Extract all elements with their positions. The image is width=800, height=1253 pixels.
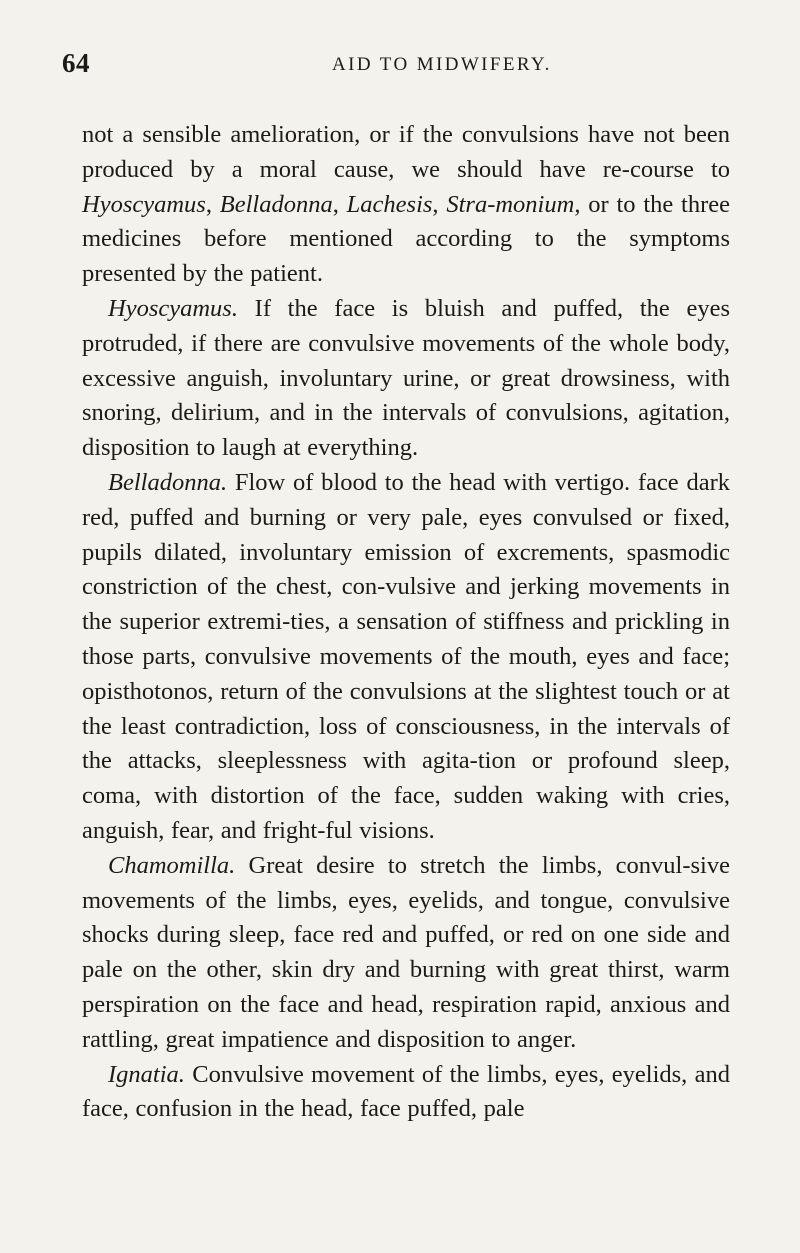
paragraph-belladonna	[82, 466, 730, 849]
running-title: AID TO MIDWIFERY.	[332, 54, 552, 75]
body-text	[82, 118, 730, 1127]
intro-lead-text: not a sensible amelioration, or if the convulsions have not been produced by a moral cause, we should have re-course to	[82, 121, 730, 183]
paragraph-ignatia	[82, 1058, 730, 1128]
page-number: 64	[62, 48, 90, 78]
remedy-heading-chamomilla: Chamomilla.	[108, 851, 236, 879]
list-separator: ,	[205, 190, 220, 218]
paragraph-chamomilla	[82, 849, 730, 1058]
remedy-name-stramonium: Stra-monium	[446, 190, 575, 218]
remedy-text-ignatia: Convulsive movement of the limbs, eyes, eyelids, and face, confusion in the head, face puffed, pale	[82, 1060, 730, 1123]
remedy-heading-hyoscyamus: Hyoscyamus.	[108, 294, 238, 322]
paragraph-hyoscyamus	[82, 292, 730, 466]
remedy-heading-belladonna: Belladonna.	[108, 468, 228, 496]
paragraph-intro	[82, 118, 730, 292]
remedy-name-lachesis: Lachesis	[346, 190, 433, 218]
remedy-text-hyoscyamus: If the face is bluish and puffed, the eyes protruded, if there are convulsive movements of the whole body, excessive anguish, involuntary urine, or great drowsiness, with snoring, delirium, and in the intervals of convulsions, agitation, disposition to laugh at everything.	[82, 294, 730, 462]
list-separator: ,	[332, 190, 347, 218]
intro-tail-text: , or to the three medicines before mentioned according to the symptoms presented by the patient.	[82, 190, 731, 288]
running-head	[62, 48, 690, 82]
remedy-text-chamomilla: Great desire to stretch the limbs, convul-sive movements of the limbs, eyes, eyelids, and tongue, convulsive shocks during sleep, face red and puffed, or red on one side and pale on the other, skin dry and burning with great thirst, warm perspiration on the face and head, respiration rapid, anxious and rattling, great impatience and disposition to anger.	[82, 851, 730, 1053]
remedy-heading-ignatia: Ignatia.	[108, 1060, 185, 1088]
list-separator: ,	[432, 190, 447, 218]
remedy-name-hyoscyamus: Hyoscyamus	[82, 190, 206, 218]
remedy-name-belladonna: Belladonna	[219, 190, 333, 218]
remedy-text-belladonna: Flow of blood to the head with vertigo. face dark red, puffed and burning or very pale, eyes convulsed or fixed, pupils dilated, involuntary emission of excrements, spasmodic constriction of the chest, con-vulsive and jerking movements in the superior extremi-ties, a sensation of stiffness and prickling in those parts, convulsive movements of the mouth, eyes and face; opisthotonos, return of the convulsions at the slightest touch or at the least contradiction, loss of consciousness, in the intervals of the attacks, sleeplessness with agita-tion or profound sleep, coma, with distortion of the face, sudden waking with cries, anguish, fear, and fright-ful visions.	[82, 468, 730, 844]
